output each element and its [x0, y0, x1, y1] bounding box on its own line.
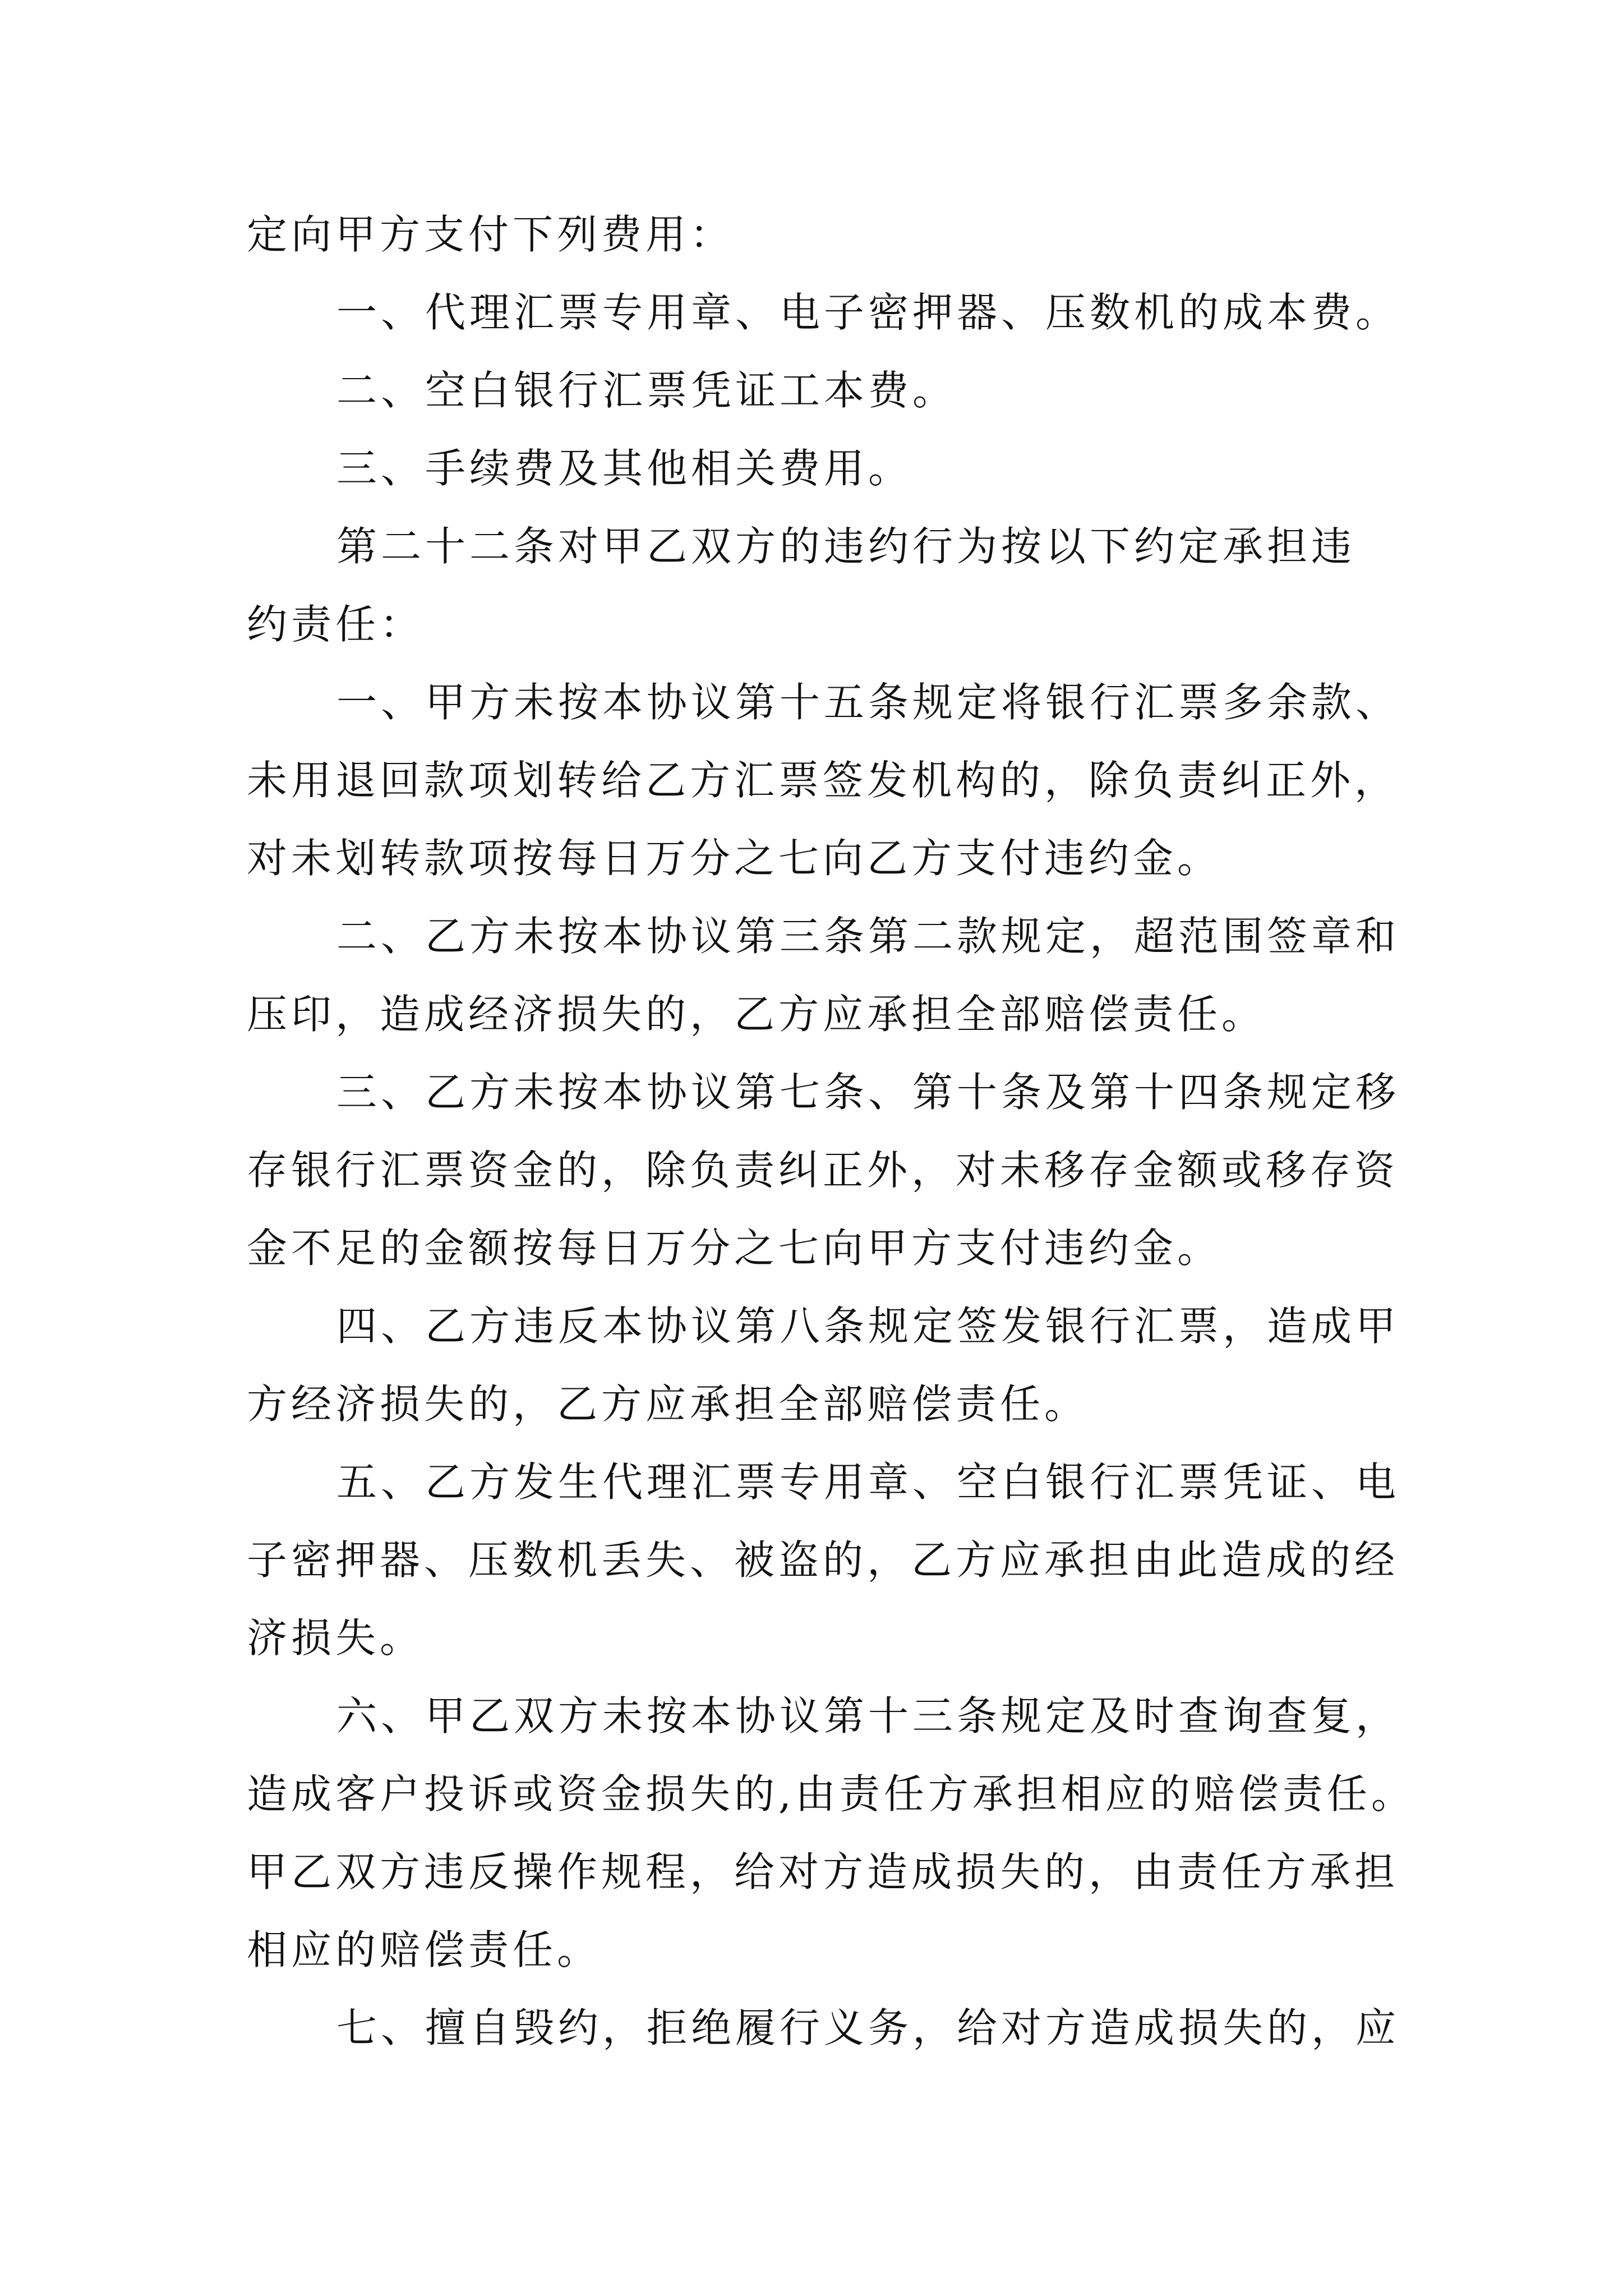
- text-line-23: 相应的赔偿责任。: [247, 1926, 602, 1973]
- text-line-19: 济损失。: [247, 1614, 425, 1662]
- text-line-15: 四、乙方违反本协议第八条规定签发银行汇票，造成甲: [336, 1303, 1400, 1350]
- text-line-10: 二、乙方未按本协议第三条第二款规定，超范围签章和: [336, 913, 1400, 960]
- text-line-20: 六、甲乙双方未按本协议第十三条规定及时查询查复，: [336, 1692, 1400, 1740]
- text-line-3: 二、空白银行汇票凭证工本费。: [336, 367, 957, 414]
- text-line-22: 甲乙双方违反操作规程，给对方造成损失的，由责任方承担: [247, 1848, 1399, 1895]
- text-line-11: 压印，造成经济损失的，乙方应承担全部赔偿责任。: [247, 991, 1266, 1038]
- text-line-9: 对未划转款项按每日万分之七向乙方支付违约金。: [247, 835, 1222, 882]
- text-line-7: 一、甲方未按本协议第十五条规定将银行汇票多余款、: [336, 679, 1400, 726]
- text-line-24: 七、擅自毁约，拒绝履行义务，给对方造成损失的，应: [336, 2004, 1400, 2051]
- text-line-21: 造成客户投诉或资金损失的,由责任方承担相应的赔偿责任。: [247, 1770, 1415, 1818]
- text-line-14: 金不足的金额按每日万分之七向甲方支付违约金。: [247, 1225, 1222, 1272]
- text-line-1: 定向甲方支付下列费用：: [247, 211, 735, 258]
- text-line-16: 方经济损失的，乙方应承担全部赔偿责任。: [247, 1381, 1089, 1428]
- text-line-13: 存银行汇票资金的，除负责纠正外，对未移存金额或移存资: [247, 1147, 1399, 1194]
- text-line-2: 一、代理汇票专用章、电子密押器、压数机的成本费。: [336, 289, 1400, 336]
- text-line-18: 子密押器、压数机丢失、被盗的，乙方应承担由此造成的经: [247, 1536, 1399, 1584]
- text-line-8: 未用退回款项划转给乙方汇票签发机构的，除负责纠正外，: [247, 757, 1399, 804]
- text-line-5: 第二十二条对甲乙双方的违约行为按以下约定承担违: [336, 523, 1356, 570]
- text-line-4: 三、手续费及其他相关费用。: [336, 445, 913, 492]
- text-line-6: 约责任：: [247, 601, 425, 648]
- text-line-17: 五、乙方发生代理汇票专用章、空白银行汇票凭证、电: [336, 1458, 1400, 1506]
- text-line-12: 三、乙方未按本协议第七条、第十条及第十四条规定移: [336, 1069, 1400, 1116]
